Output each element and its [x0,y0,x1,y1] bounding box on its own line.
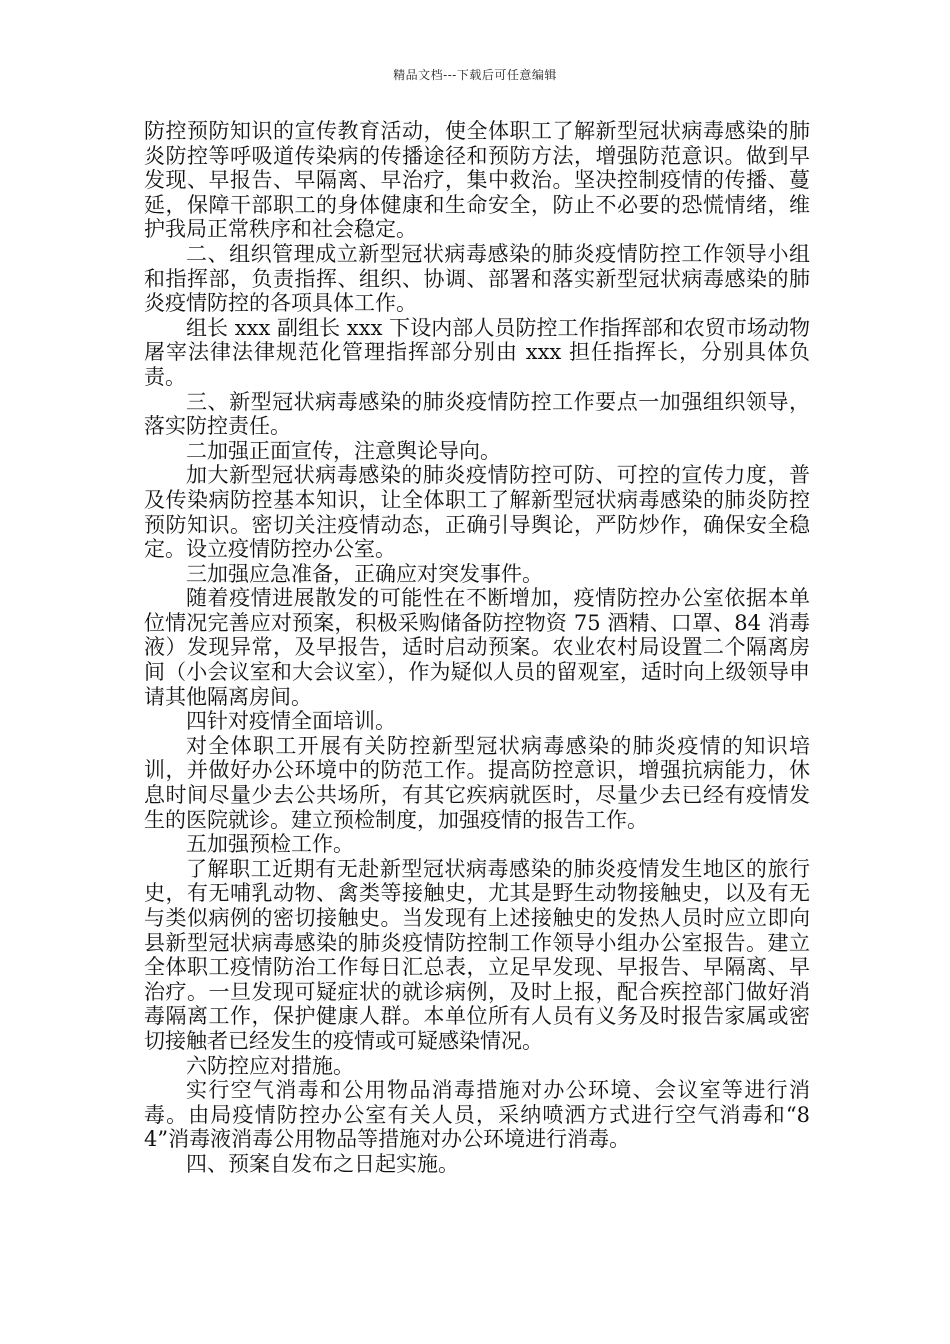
paragraph: 防控预防知识的宣传教育活动，使全体职工了解新型冠状病毒感染的肺炎防控等呼吸道传染病的传播途径和预防方法，增强防范意识。做到早发现、早报告、早隔离、早治疗，集中救治。坚决控制疫情的传播、蔓延，保障干部职工的身体健康和生命安全，防止不必要的恐慌情绪，维护我局正常秩序和社会稳定。 [144,119,810,242]
paragraph: 四针对疫情全面培训。 [186,709,396,734]
page-header: 精品文档---下载后可任意编辑 [393,68,557,82]
paragraph: 二加强正面宣传，注意舆论导向。 [186,438,501,463]
paragraph: 对全体职工开展有关防控新型冠状病毒感染的肺炎疫情的知识培训，并做好办公环境中的防范工作。提高防控意识，增强抗病能力，休息时间尽量少去公共场所，有其它疾病就医时，尽量少去已经有疫情发生的医院就诊。建立预检制度，加强疫情的报告工作。 [144,733,810,832]
paragraph: 加大新型冠状病毒感染的肺炎疫情防控可防、可控的宣传力度，普及传染病防控基本知识，让全体职工了解新型冠状病毒感染的肺炎防控预防知识。密切关注疫情动态，正确引导舆论，严防炒作，确保安全稳定。设立疫情防控办公室。 [144,463,810,562]
document-body [144,119,810,1177]
paragraph: 组长 xxx 副组长 xxx 下设内部人员防控工作指挥部和农贸市场动物屠宰法律法律规范化管理指挥部分别由 xxx 担任指挥长，分别具体负责。 [144,315,810,389]
paragraph: 三加强应急准备，正确应对突发事件。 [186,561,543,586]
paragraph: 四、预案自发布之日起实施。 [186,1151,459,1176]
paragraph: 五加强预检工作。 [186,832,354,857]
paragraph: 六防控应对措施。 [186,1053,354,1078]
paragraph: 了解职工近期有无赴新型冠状病毒感染的肺炎疫情发生地区的旅行史，有无哺乳动物、禽类等接触史，尤其是野生动物接触史，以及有无与类似病例的密切接触史。当发现有上述接触史的发热人员时应立即向县新型冠状病毒感染的肺炎疫情防控制工作领导小组办公室报告。建立全体职工疫情防治工作每日汇总表，立足早发现、早报告、早隔离、早治疗。一旦发现可疑症状的就诊病例，及时上报，配合疾控部门做好消毒隔离工作，保护健康人群。本单位所有人员有义务及时报告家属或密切接触者已经发生的疫情或可疑感染情况。 [144,856,810,1053]
paragraph: 实行空气消毒和公用物品消毒措施对办公环境、会议室等进行消毒。由局疫情防控办公室有关人员，采纳喷洒方式进行空气消毒和“84”消毒液消毒公用物品等措施对办公环境进行消毒。 [144,1078,810,1152]
paragraph: 随着疫情进展散发的可能性在不断增加，疫情防控办公室依据本单位情况完善应对预案，积极采购储备防控物资 75 酒精、口罩、84 消毒液）发现异常，及早报告，适时启动预案。农业农村局设置二个隔离房间（小会议室和大会议室），作为疑似人员的留观室，适时向上级领导申请其他隔离房间。 [144,586,810,709]
paragraph: 三、新型冠状病毒感染的肺炎疫情防控工作要点一加强组织领导，落实防控责任。 [144,389,810,439]
paragraph: 二、组织管理成立新型冠状病毒感染的肺炎疫情防控工作领导小组和指挥部，负责指挥、组织、协调、部署和落实新型冠状病毒感染的肺炎疫情防控的各项具体工作。 [144,241,810,316]
